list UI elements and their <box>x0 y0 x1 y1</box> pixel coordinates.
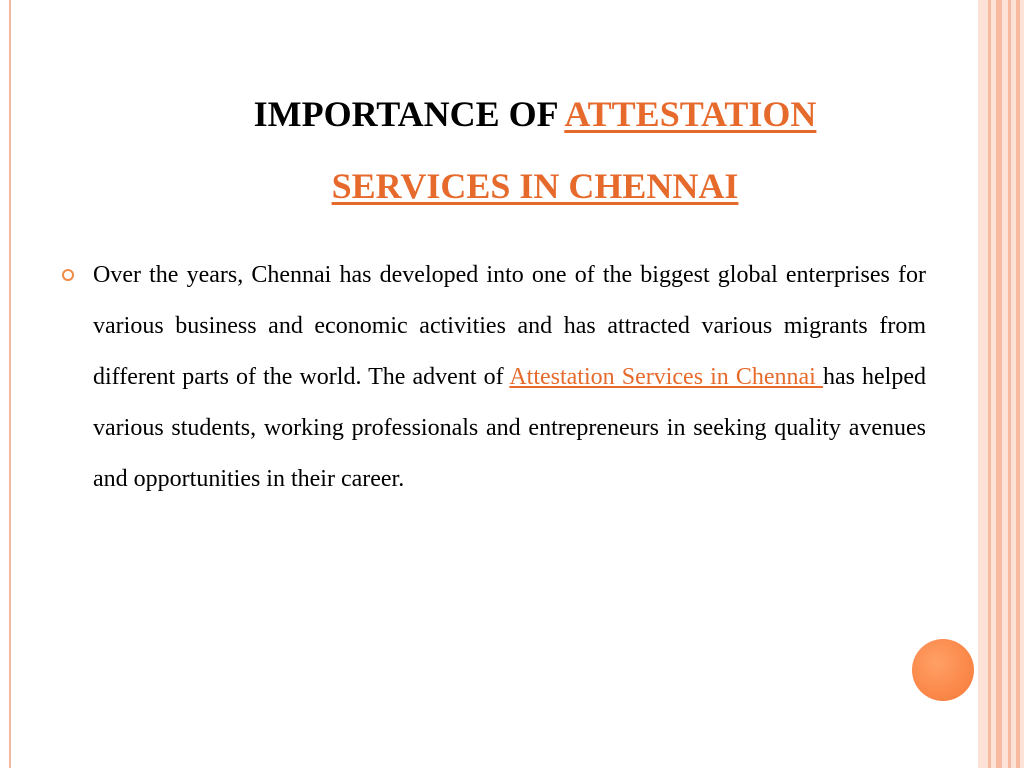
title-plain: IMPORTANCE OF <box>253 94 565 134</box>
bullet-list <box>62 250 926 505</box>
paragraph-text-after-link: has helped various students, working professionals and entrepreneurs in seeking quality avenues and opportunities in their career. <box>93 364 926 492</box>
right-frame-stripe <box>1016 0 1020 768</box>
right-frame-stripe <box>996 0 1002 768</box>
bullet-paragraph <box>93 250 926 505</box>
title-link-attestation[interactable]: ATTESTATION <box>564 94 817 134</box>
right-frame-stripe <box>988 0 991 768</box>
hollow-circle-bullet-icon <box>62 269 74 281</box>
slide-title <box>100 78 970 222</box>
attestation-services-link[interactable]: Attestation Services in Chennai <box>509 364 823 390</box>
left-frame-line <box>9 0 11 768</box>
paragraph-text-before-link: Over the years, Chennai has developed into one of the biggest global enterprises for various business and economic activities and has attracted various migrants from different parts of the world. The advent of <box>93 262 926 390</box>
decorative-orb-icon <box>912 639 974 701</box>
title-link-services[interactable]: SERVICES IN CHENNAI <box>331 166 739 206</box>
right-frame-stripe <box>1008 0 1011 768</box>
right-frame-band <box>978 0 1024 768</box>
